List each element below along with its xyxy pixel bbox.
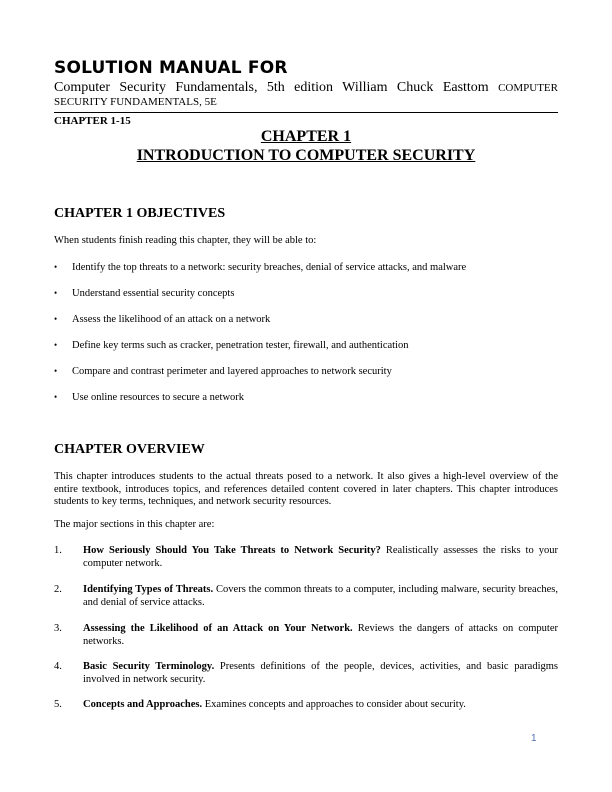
objective-text: Identify the top threats to a network: security breaches, denial of service attacks, and malware: [72, 262, 467, 273]
section-title: Assessing the Likelihood of an Attack on Your Network.: [83, 623, 353, 634]
section-number: 2.: [54, 584, 62, 595]
chapter-number: CHAPTER 1: [260, 128, 352, 145]
major-sections-intro: The major sections in this chapter are:: [54, 519, 215, 530]
section-description: Reviews the dangers of attacks on computer networks.: [83, 623, 558, 647]
section-title: How Seriously Should You Take Threats to Network Security?: [83, 545, 381, 556]
objective-text: Use online resources to secure a network: [72, 392, 245, 403]
section-number: 4.: [54, 661, 62, 672]
section-number: 3.: [54, 623, 62, 634]
manual-title: SOLUTION MANUAL FOR: [54, 58, 288, 78]
header-divider: [54, 112, 558, 113]
bullet-icon: •: [54, 288, 58, 298]
bullet-icon: •: [54, 340, 58, 350]
book-subtitle: [54, 81, 558, 109]
section-description: Covers the common threats to a computer, including malware, security breaches, and denial of service attacks.: [83, 584, 558, 608]
section-body: [83, 545, 558, 570]
section-body: [83, 623, 558, 648]
overview-paragraph: This chapter introduces students to the actual threats posed to a network. It also gives a high-level overview of the entire textbook, introduces topics, and references detailed content covered in later chapters. This chapter introduces students to key terms, techniques, and network security resources.: [54, 471, 558, 507]
objective-text: Compare and contrast perimeter and layered approaches to network security: [72, 366, 392, 377]
bullet-icon: •: [54, 366, 58, 376]
section-body: [83, 584, 558, 609]
section-title: Basic Security Terminology.: [83, 661, 215, 672]
objectives-intro: When students finish reading this chapter, they will be able to:: [54, 235, 317, 246]
section-description: Presents definitions of the people, devices, activities, and basic paradigms involved in network security.: [83, 661, 558, 685]
section-body: [83, 661, 558, 686]
page-number: 1: [531, 733, 537, 744]
section-number: 1.: [54, 545, 62, 556]
bullet-icon: •: [54, 392, 58, 402]
overview-heading: CHAPTER OVERVIEW: [54, 442, 205, 457]
objective-text: Define key terms such as cracker, penetration tester, firewall, and authentication: [72, 340, 409, 351]
objective-text: Assess the likelihood of an attack on a network: [72, 314, 271, 325]
book-subtitle-main: Computer Security Fundamentals, 5th edition William Chuck Easttom: [54, 80, 489, 95]
bullet-icon: •: [54, 262, 58, 272]
section-title: Concepts and Approaches.: [83, 699, 203, 710]
section-title: Identifying Types of Threats.: [83, 584, 214, 595]
section-number: 5.: [54, 699, 62, 710]
section-description: Examines concepts and approaches to consider about security.: [202, 699, 466, 710]
book-subtitle-small: COMPUTER SECURITY FUNDAMENTALS, 5E: [54, 82, 558, 108]
chapter-name: INTRODUCTION TO COMPUTER SECURITY: [136, 147, 476, 164]
chapter-range: CHAPTER 1-15: [54, 115, 131, 127]
bullet-icon: •: [54, 314, 58, 324]
objectives-heading: CHAPTER 1 OBJECTIVES: [54, 206, 226, 221]
objective-text: Understand essential security concepts: [72, 288, 235, 299]
section-body: [83, 699, 558, 712]
section-description: Realistically assesses the risks to your computer network.: [83, 545, 558, 569]
